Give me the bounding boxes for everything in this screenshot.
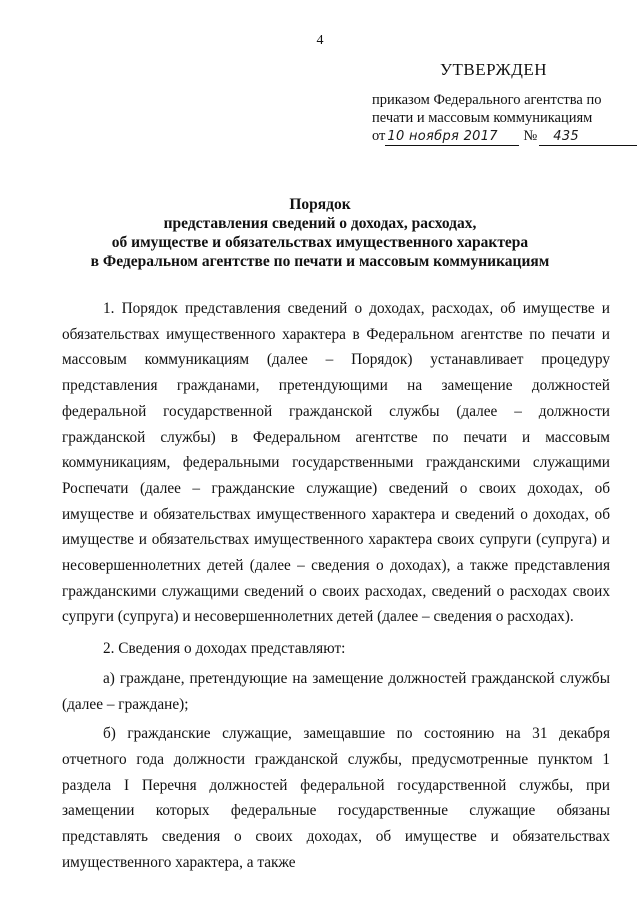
number-label: №: [523, 128, 538, 144]
title-line-1: Порядок: [289, 196, 351, 213]
document-title: [0, 195, 640, 271]
order-date-handwritten: 10 ноября 2017: [387, 129, 498, 144]
page-number: 4: [316, 33, 324, 48]
paragraph-3: а) граждане, претендующие на замещение должностей гражданской службы (далее – граждане);: [62, 669, 610, 713]
paragraph-4: б) гражданские служащие, замещавшие по состоянию на 31 декабря отчетного года должности гражданской службы, предусмотренные пунктом 1 раздела I Перечня должностей федеральной государственной службы, при замещении которых федеральные государственные служащие обязаны представлять сведения о своих доходах, об имуществе и обязательствах имущественного характера, а также: [62, 725, 610, 871]
order-reference: [372, 91, 612, 149]
paragraph-1: 1. Порядок представления сведений о доходах, расходах, об имуществе и обязательствах имущественного характера в Федеральном агентстве по печати и массовым коммуникациям (далее – Порядок) устанавливает процедуру представления гражданами, претендующими на замещение должностей федеральной государственной гражданской службы (далее – должности гражданской службы) в Федеральном агентстве по печати и массовым коммуникациям, федеральными государственными гражданскими служащими Роспечати (далее – гражданские служащие) сведений о своих доходах, об имуществе и обязательствах имущественного характера и сведений о доходах, об имуществе и обязательствах имущественного характера своих супруги (супруга) и несовершеннолетних детей (далее – сведения о доходах), а также представления гражданскими служащими сведений о своих расходах, сведений о расходах своих супруги (супруга) и несовершеннолетних детей (далее – сведения о расходах).: [62, 300, 610, 626]
order-number-handwritten: 435: [553, 129, 579, 144]
title-line-3: об имуществе и обязательствах имущественного характера: [111, 234, 529, 251]
order-line-1: приказом Федерального агентства по: [372, 92, 602, 108]
order-date-field: [385, 128, 519, 146]
title-line-2: представления сведений о доходах, расходах,: [163, 215, 477, 232]
order-line-2: печати и массовым коммуникациям: [372, 110, 593, 126]
document-body: [62, 296, 610, 881]
order-number-field: [539, 128, 637, 146]
order-date-number: [372, 127, 612, 149]
approved-heading: УТВЕРЖДЕН: [440, 60, 547, 79]
title-line-4: в Федеральном агентстве по печати и массовым коммуникациям: [90, 253, 550, 270]
paragraph-2: 2. Сведения о доходах представляют:: [103, 640, 346, 658]
date-prefix: от: [372, 128, 386, 144]
